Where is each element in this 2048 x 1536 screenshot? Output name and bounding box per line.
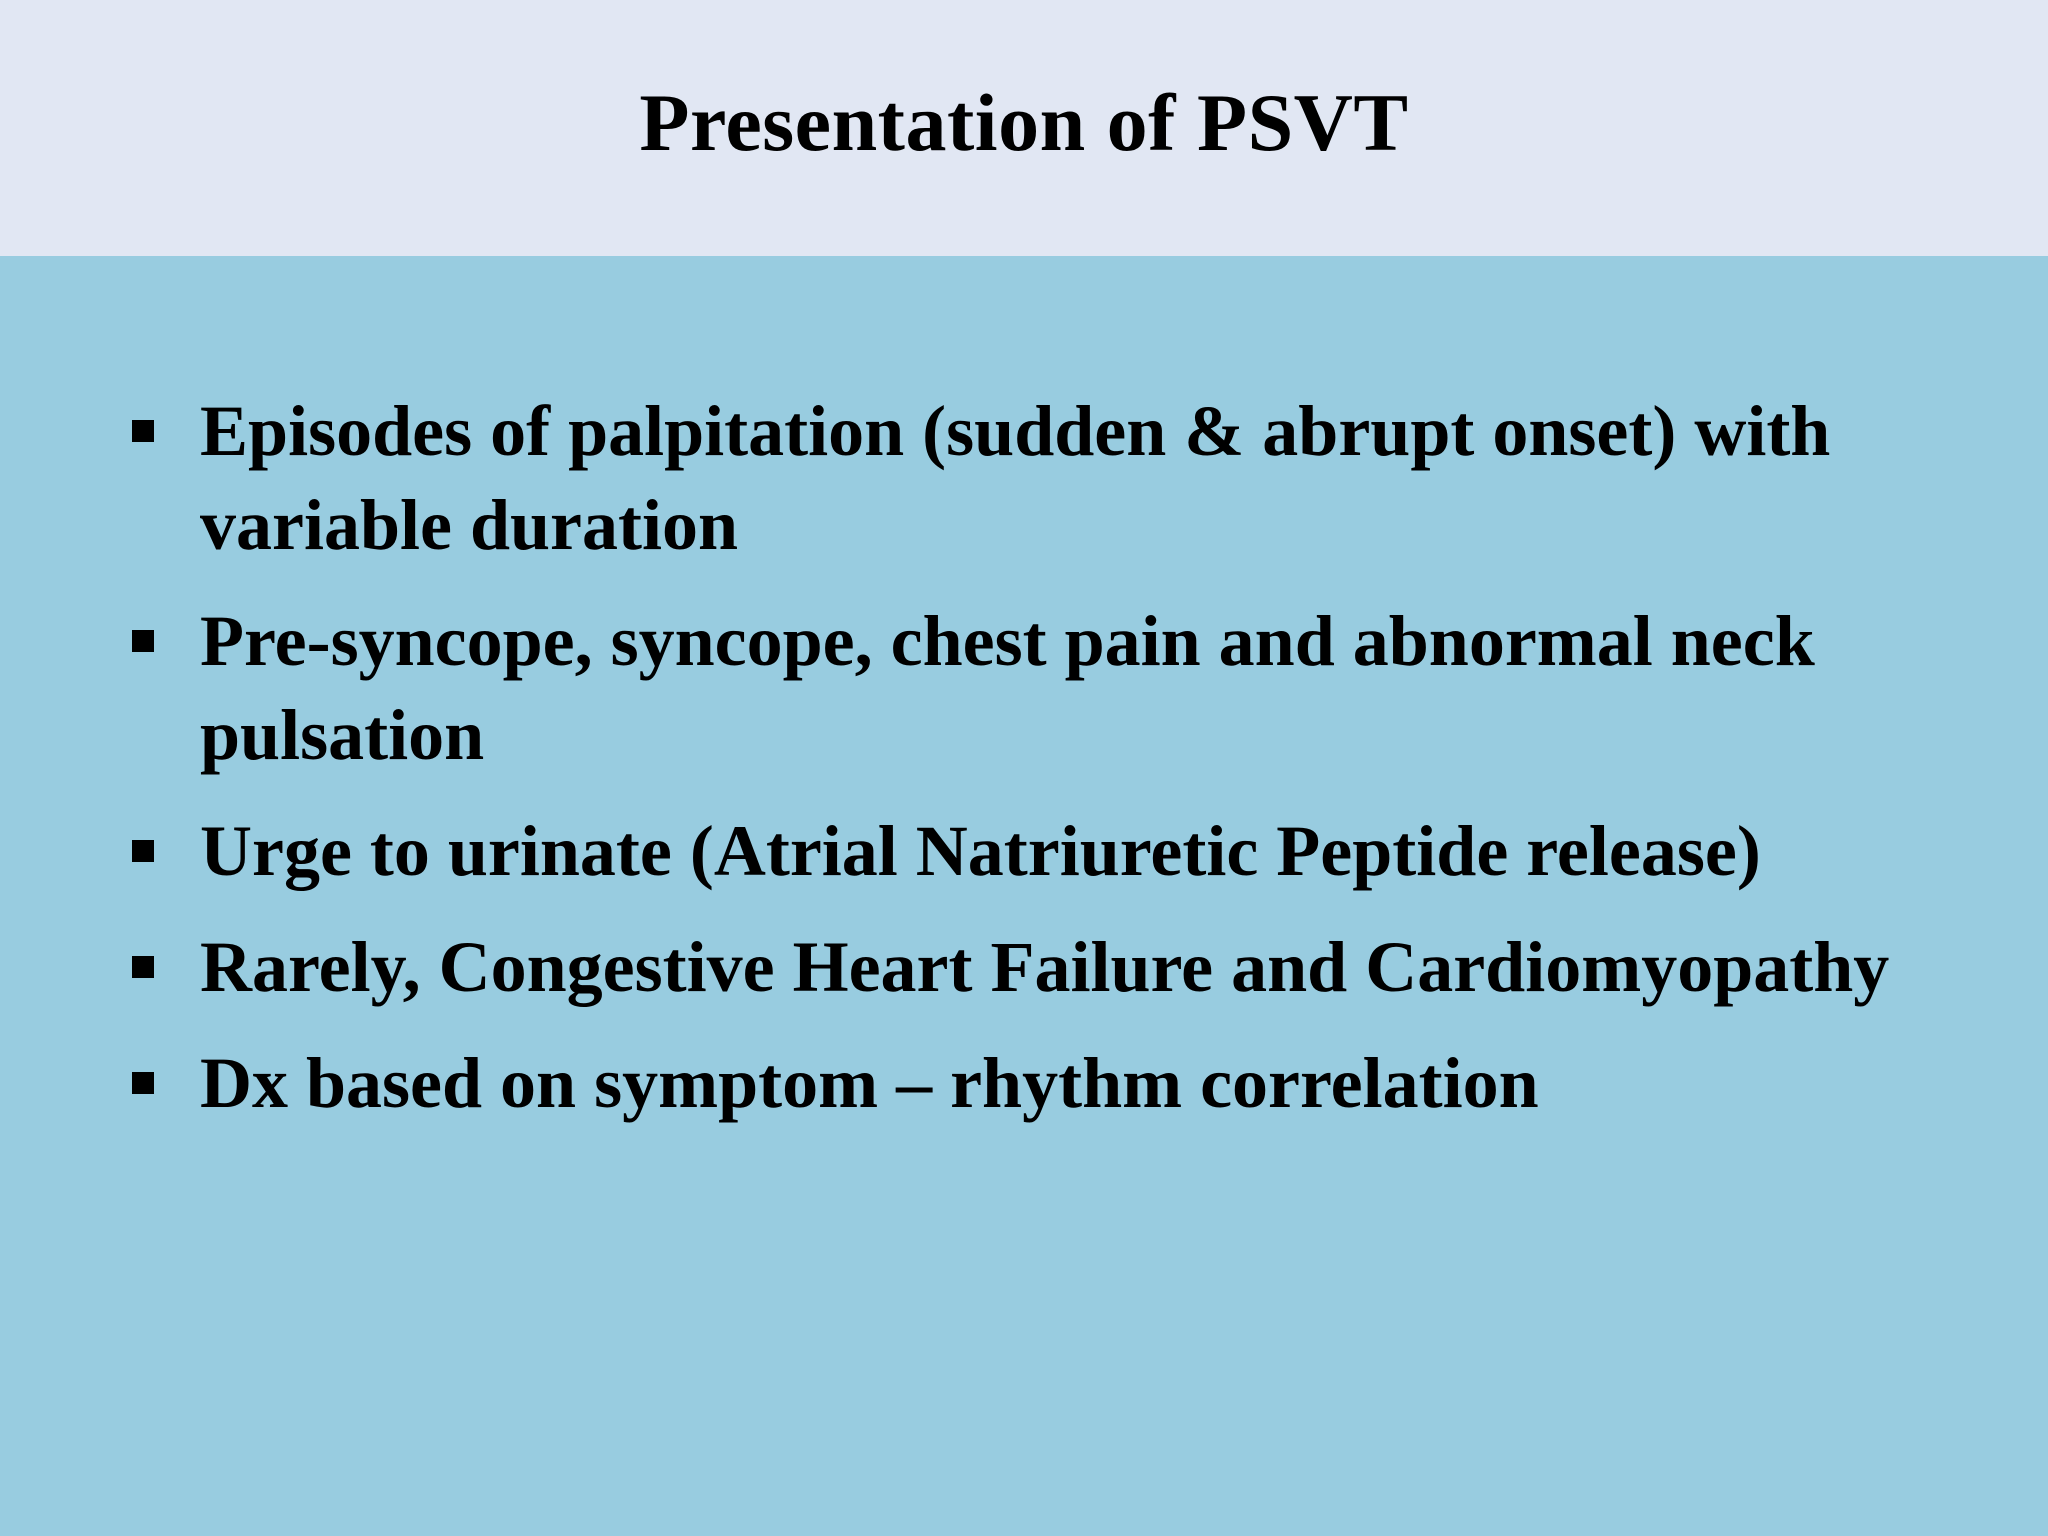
slide-body — [0, 256, 2048, 1536]
bullet-item: Rarely, Congestive Heart Failure and Cardiomyopathy — [200, 920, 1920, 1014]
bullet-item: Urge to urinate (Atrial Natriuretic Peptide release) — [200, 804, 1920, 898]
slide-title: Presentation of PSVT — [639, 77, 1409, 168]
bullet-list — [200, 384, 1920, 1152]
slide-header — [0, 0, 2048, 256]
bullet-item: Pre-syncope, syncope, chest pain and abnormal neck pulsation — [200, 594, 1920, 782]
bullet-item: Episodes of palpitation (sudden & abrupt onset) with variable duration — [200, 384, 1920, 572]
bullet-item: Dx based on symptom – rhythm correlation — [200, 1036, 1920, 1130]
